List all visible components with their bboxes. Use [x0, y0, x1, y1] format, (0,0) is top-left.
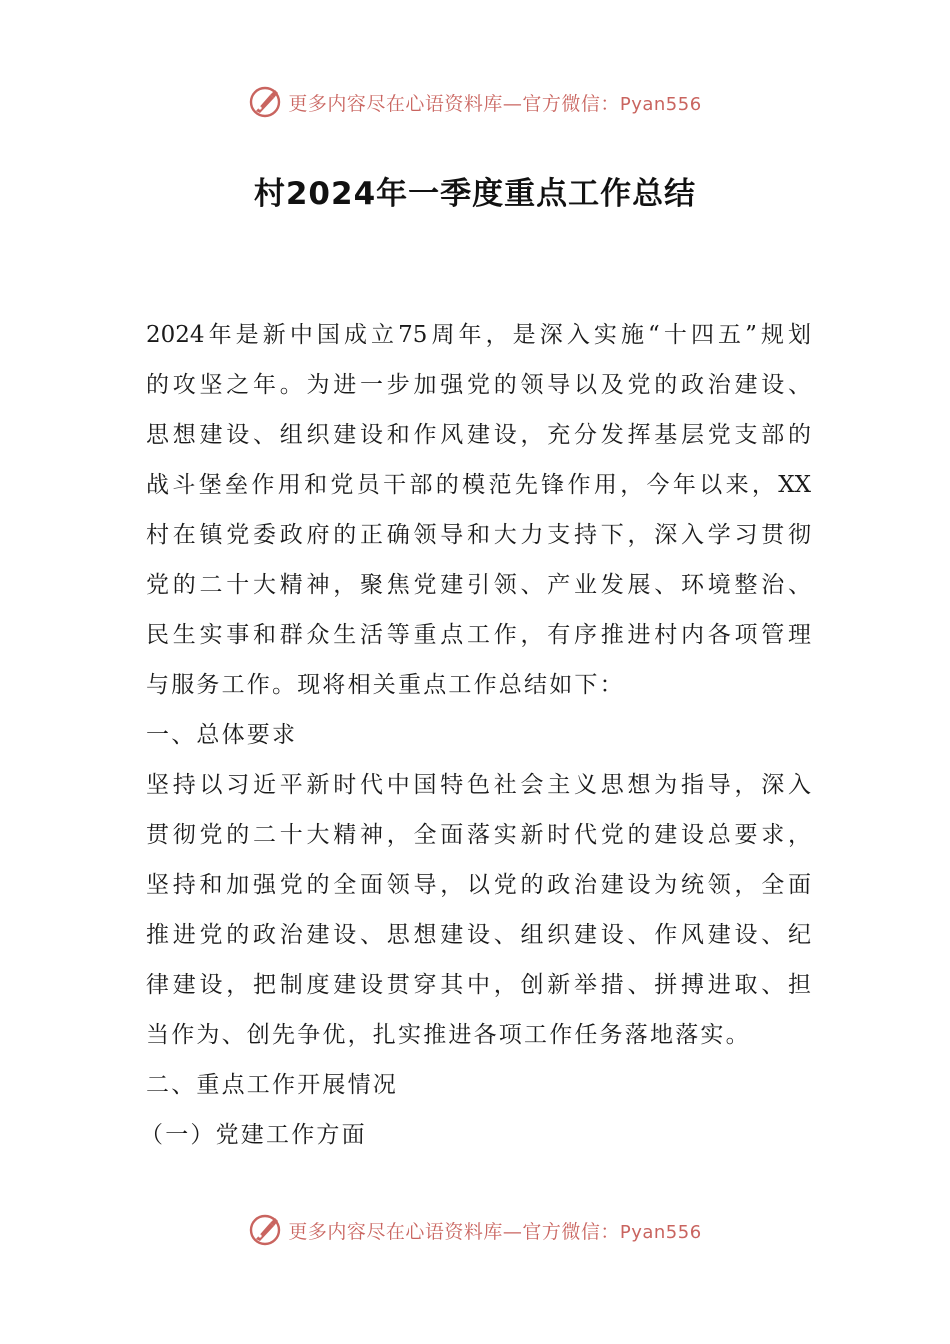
intro-line: 村在镇党委政府的正确领导和大力支持下，深入学习贯彻 [146, 522, 811, 548]
document-body [140, 310, 811, 1160]
document-title: 村2024年一季度重点工作总结 [253, 176, 697, 212]
section1-line: 当作为、创先争优，扎实推进各项工作任务落地落实。 [146, 1022, 751, 1048]
watermark-text [288, 1217, 701, 1244]
intro-line: 战斗堡垒作用和党员干部的模范先锋作用，今年以来，XX [146, 472, 811, 498]
section1-line: 坚持以习近平新时代中国特色社会主义思想为指导，深入 [146, 772, 811, 798]
section1-line: 推进党的政治建设、思想建设、组织建设、作风建设、纪 [146, 922, 811, 948]
section1-line: 贯彻党的二十大精神，全面落实新时代党的建设总要求， [146, 822, 811, 848]
section-heading-2: 二、重点工作开展情况 [146, 1072, 398, 1098]
watermark-handle: Pyan556 [619, 1221, 702, 1243]
pen-nib-circle-icon [248, 1213, 282, 1247]
section1-line: 坚持和加强党的全面领导，以党的政治建设为统领，全面 [146, 872, 811, 898]
intro-line: 党的二十大精神，聚焦党建引领、产业发展、环境整治、 [146, 572, 811, 598]
watermark-cn-text: 更多内容尽在心语资料库—官方微信： [288, 92, 620, 115]
watermark-banner-bottom [0, 1210, 950, 1250]
intro-line: 与服务工作。现将相关重点工作总结如下： [146, 672, 625, 698]
intro-line: 民生实事和群众生活等重点工作，有序推进村内各项管理 [146, 622, 811, 648]
section-heading-1: 一、总体要求 [146, 722, 298, 748]
intro-line: 思想建设、组织建设和作风建设，充分发挥基层党支部的 [146, 422, 811, 448]
pen-nib-circle-icon [248, 85, 282, 119]
watermark-handle: Pyan556 [619, 93, 702, 115]
intro-line: 2024年是新中国成立75周年，是深入实施“十四五”规划 [146, 322, 811, 348]
intro-line: 的攻坚之年。为进一步加强党的领导以及党的政治建设、 [146, 372, 811, 398]
watermark-banner-top [0, 82, 950, 122]
section1-line: 律建设，把制度建设贯穿其中，创新举措、拼搏进取、担 [146, 972, 811, 998]
watermark-text [288, 89, 701, 116]
watermark-cn-text: 更多内容尽在心语资料库—官方微信： [288, 1220, 620, 1243]
subsection-heading-1: （一）党建工作方面 [140, 1122, 367, 1148]
